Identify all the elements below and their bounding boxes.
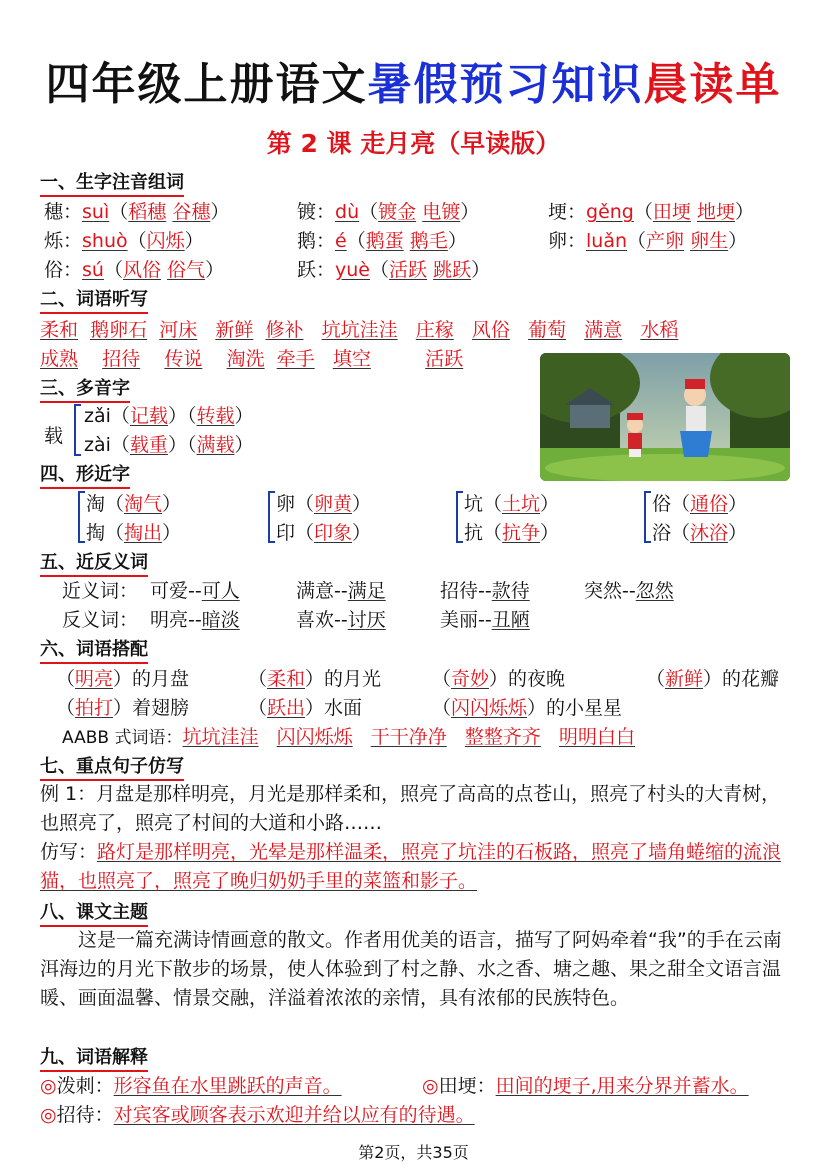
title-part1: 四年级上册语文 [45, 59, 368, 110]
section5-heading: 五、近反义词 [40, 548, 148, 577]
section1-heading: 一、生字注音组词 [40, 168, 184, 197]
dictation-word: 柔和 [40, 319, 79, 341]
theme-paragraph: 这是一篇充满诗情画意的散文。作者用优美的语言，描写了阿妈牵着“我”的手在云南洱海边的月光下散步的场景，使人体验到了村之静、水之香、塘之趣、果之甜全文语言温暖、画面温馨、情景交融，洋溢着浓浓的亲情，具有浓郁的民族特色。 [40, 929, 782, 1009]
section2-heading: 二、词语听写 [40, 285, 148, 314]
dictation-row-1 [40, 315, 678, 342]
polyphone-char: 载 [44, 425, 64, 447]
pinyin-entry: 埂：gěng（田埂 地埂） [548, 201, 754, 223]
pinyin-entry: 跃：yuè（活跃 跳跃） [297, 259, 491, 281]
pinyin-entry: 穗：suì（稻穗 谷穗） [44, 201, 230, 223]
antonym-pair: 明亮--暗淡 [150, 609, 240, 631]
section9-heading: 九、词语解释 [40, 1043, 148, 1072]
pinyin-entry: 鹅：é（鹅蛋 鹅毛） [297, 230, 467, 252]
pinyin-entry: 烁：shuò（闪烁） [44, 230, 204, 252]
dictation-word: 水稻 [640, 319, 679, 341]
similar-char-entry: 坑（土坑） [464, 493, 560, 515]
title-part3: 晨读单 [643, 59, 782, 110]
pinyin-entry: 卵：luǎn（产卵 卵生） [548, 230, 748, 252]
lesson-illustration [540, 353, 790, 481]
antonym-pair: 美丽--丑陋 [440, 609, 530, 631]
section3-heading: 三、多音字 [40, 374, 130, 403]
section8-heading: 八、课文主题 [40, 898, 148, 927]
synonym-pair: 满意--满足 [296, 580, 386, 602]
imitation-sentence: 仿写：路灯是那样明亮，光晕是那样温柔，照亮了坑洼的石板路，照亮了墙角蜷缩的流浪猫，也照亮了，照亮了晚归奶奶手里的菜篮和影子。 [40, 841, 782, 892]
similar-char-entry: 俗（通俗） [652, 493, 748, 515]
example-sentence: 例 1：月盘是那样明亮，月光是那样柔和，照亮了高高的点苍山，照亮了村头的大青树，也照亮了，照亮了村间的大道和小路…… [40, 783, 781, 834]
polyphone-bracket [74, 404, 81, 456]
dictation-word: 鹅卵石 [90, 319, 148, 341]
pinyin-entry: 俗：sú（风俗 俗气） [44, 259, 225, 281]
synonym-label: 近义词： [62, 580, 139, 602]
synonym-pair: 可爱--可人 [150, 580, 240, 602]
dictation-word: 填空 [332, 348, 371, 370]
collocation: （明亮）的月盘 [56, 668, 190, 690]
collocation: （奇妙）的夜晚 [432, 668, 566, 690]
antonym-label: 反义词： [62, 609, 139, 631]
similar-bracket [268, 491, 275, 543]
dictation-word: 成熟 [40, 348, 79, 370]
collocation: （闪闪烁烁）的小星星 [432, 697, 623, 719]
definition-item: ◎田埂：田间的埂子,用来分界并蓄水。 [422, 1075, 749, 1097]
collocation: （柔和）的月光 [248, 668, 382, 690]
similar-char-entry: 抗（抗争） [464, 522, 560, 544]
definition-item: ◎招待：对宾客或顾客表示欢迎并给以应有的待遇。 [40, 1104, 475, 1126]
collocation: （新鲜）的花瓣 [646, 668, 780, 690]
similar-bracket [78, 491, 85, 543]
section7-heading: 七、重点句子仿写 [40, 752, 184, 781]
synonym-pair: 招待--款待 [440, 580, 530, 602]
pinyin-entry: 镀：dù（镀金 电镀） [297, 201, 480, 223]
similar-char-entry: 淘（淘气） [86, 493, 182, 515]
similar-char-entry: 卵（卵黄） [276, 493, 372, 515]
dictation-word: 传说 [164, 348, 203, 370]
dictation-word: 淘洗 [226, 348, 265, 370]
dictation-word: 修补 [265, 319, 304, 341]
dictation-word: 牵手 [276, 348, 315, 370]
antonym-pair: 喜欢--讨厌 [296, 609, 386, 631]
polyphone-reading: zài（载重）（满载） [84, 434, 254, 456]
dictation-word: 新鲜 [215, 319, 254, 341]
dictation-word: 活跃 [425, 348, 464, 370]
lesson-subtitle: 第 2 课 走月亮（早读版） [266, 129, 561, 158]
definition-item: ◎泼刺：形容鱼在水里跳跃的声音。 [40, 1075, 342, 1097]
dictation-word: 坑坑洼洼 [321, 319, 398, 341]
polyphone-reading: zǎi（记载）（转载） [84, 405, 254, 427]
dictation-word: 葡萄 [528, 319, 567, 341]
similar-char-entry: 印（印象） [276, 522, 372, 544]
similar-char-entry: 浴（沐浴） [652, 522, 748, 544]
page-title [0, 48, 827, 112]
section6-heading: 六、词语搭配 [40, 635, 148, 664]
section4-heading: 四、形近字 [40, 460, 130, 489]
collocation: （跃出）水面 [248, 697, 363, 719]
similar-bracket [644, 491, 651, 543]
similar-char-entry: 掏（掏出） [86, 522, 182, 544]
similar-bracket [456, 491, 463, 543]
aabb-row: AABB 式词语：坑坑洼洼 闪闪烁烁 干干净净 整整齐齐 明明白白 [62, 726, 636, 748]
collocation: （拍打）着翅膀 [56, 697, 190, 719]
dictation-word: 风俗 [471, 319, 510, 341]
dictation-word: 河床 [159, 319, 198, 341]
dictation-word: 满意 [584, 319, 623, 341]
dictation-word: 庄稼 [415, 319, 454, 341]
page-number: 第2页，共35页 [358, 1143, 469, 1162]
dictation-word: 招待 [102, 348, 141, 370]
title-part2: 暑假预习知识 [367, 59, 644, 110]
synonym-pair: 突然--忽然 [584, 580, 674, 602]
dictation-row-2 [40, 344, 463, 371]
